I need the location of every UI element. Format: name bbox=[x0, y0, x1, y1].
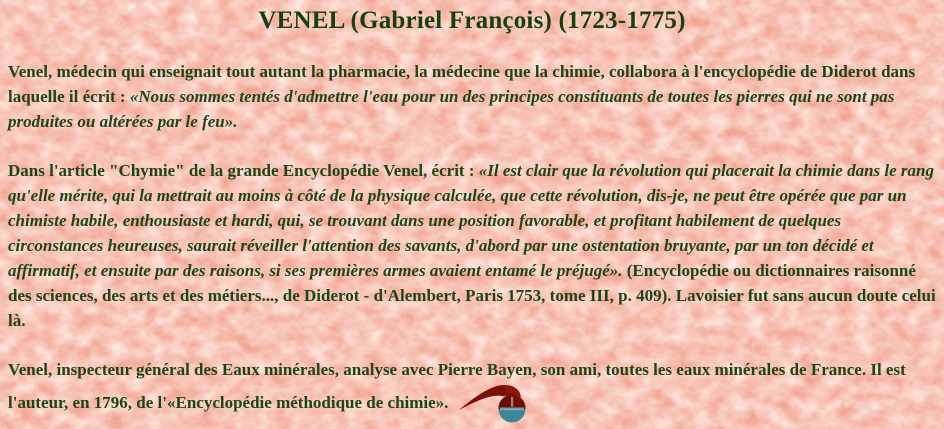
text-segment: «Nous sommes tentés d'admettre l'eau pour un des principes constituants de toutes les pierres qui ne sont pas produites ou altérées par le feu». bbox=[8, 87, 895, 131]
text-segment: Venel, inspecteur général des Eaux minérales, analyse avec Pierre Bayen, son ami, toutes les eaux minérales de France. Il est l'auteur, en 1796, de l'«Encyclopédie méthodique de chimie». bbox=[8, 360, 906, 412]
paragraph-2-text bbox=[8, 161, 936, 330]
paragraph-2 bbox=[8, 158, 936, 333]
text-segment: «Il est clair que la révolution qui placerait la chimie dans le rang qu'elle mérite, qui la mettrait au moins à côté de la physique calculée, que cette révolution, dis-je, ne peut être opérée que par un chimiste habile, enthousiaste et hardi, qui, se trouvant dans une position favorable, et profitant habilement de quelques circonstances heureuses, saurait réveiller l'attention des savants, d'abord par une ostentation bruyante, par un ton décidé et affirmatif, et ensuite par des raisons, si ses premières armes avaient entamé le préjugé». bbox=[8, 161, 934, 280]
text-segment: Dans l'article "Chymie" de la grande Encyclopédie Venel, écrit : bbox=[8, 161, 479, 180]
back-arrow-link[interactable] bbox=[458, 382, 532, 424]
back-arrow-icon bbox=[458, 382, 532, 424]
page-title: VENEL (Gabriel François) (1723-1775) bbox=[258, 7, 686, 34]
paragraph-1-text bbox=[8, 62, 915, 131]
text-segment: (Encyclopédie ou dictionnaires raisonné des sciences, des arts et des métiers..., de Diderot - d'Alembert, Paris 1753, tome III, p. 409). Lavoisier fut sans aucun doute celui là. bbox=[8, 261, 936, 330]
paragraph-3-text bbox=[8, 360, 906, 412]
paragraph-1 bbox=[8, 59, 936, 134]
paragraph-3 bbox=[8, 357, 936, 424]
text-segment: Venel, médecin qui enseignait tout autant la pharmacie, la médecine que la chimie, collabora à l'encyclopédie de Diderot dans laquelle il écrit : bbox=[8, 62, 916, 106]
